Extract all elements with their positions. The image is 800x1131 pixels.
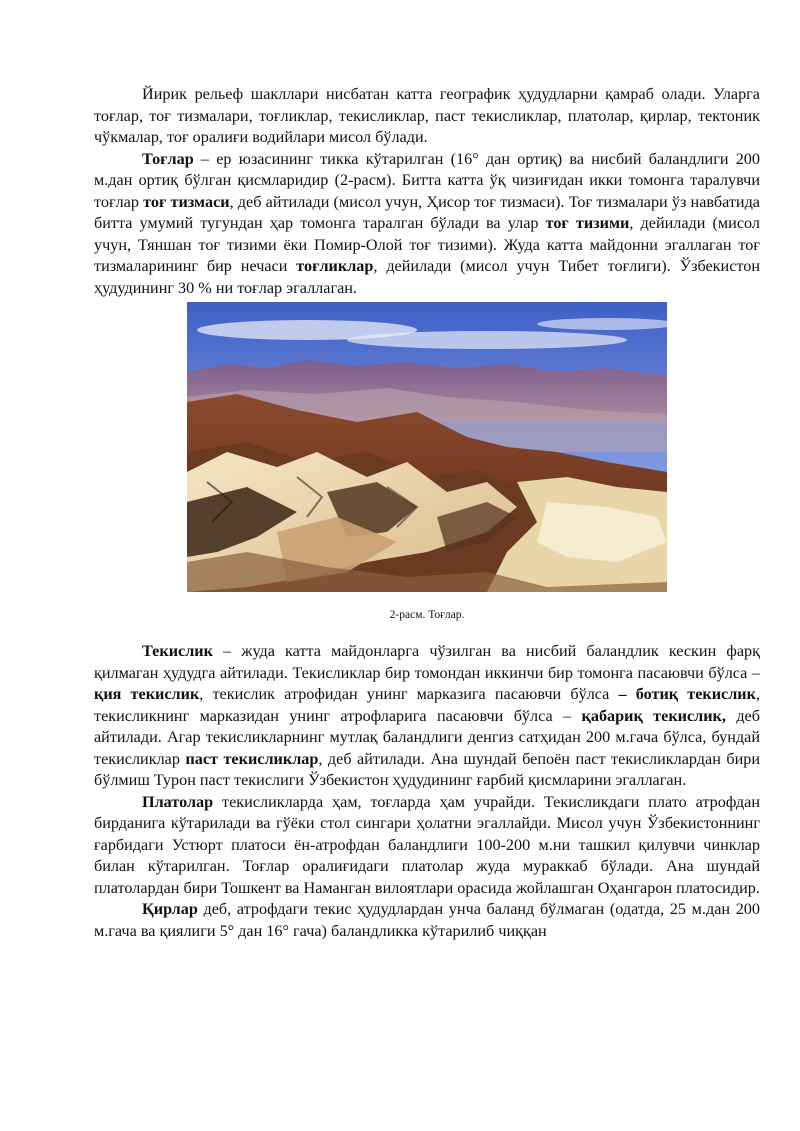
text-span: , деб айтилади. Ана шундай бепоён паст текисликлардан бири бўлмиш Турон паст текислиги Ўзбекистон ҳудудининг ғарбий қисмларини эгаллаган.: [94, 749, 761, 789]
text-span: , текислик атрофидан унинг марказига пасаювчи бўлса: [199, 685, 619, 703]
term-plateaus: Платолар: [142, 792, 214, 811]
text-span: , текисликнинг марказидан унинг атрофларига пасаювчи бўлса –: [94, 685, 761, 725]
document-page: [94, 84, 760, 942]
text-span: , деб айтилади (мисол учун, Ҳисор тоғ тизмаси). Тоғ тизмалари ўз навбатида битта умумий тугундан ҳар томонга таралган бўлади ва улар: [94, 192, 760, 232]
text-span: текисликларда ҳам, тоғларда ҳам учрайди. Текисликдаги плато атрофдан бирданига кўтарилади ва гўёки стол сингари ҳолатни эгаллайди. Мисол учун Ўзбекистоннинг ғарбидаги Устюрт платоси ён-атрофдан баландлиги 100-200 м.ни ташкил қилувчи чинклар билан кўтарилган. Тоғлар оралиғидаги платолар жуда мураккаб бўлади. Ана шундай платолардан бири Тошкент ва Наманган вилоятлари орасида жойлашган Оҳангарон платосидир.: [94, 792, 760, 897]
paragraph-mountains: [94, 149, 760, 300]
term-lowlands: паст текисликлар: [185, 749, 319, 768]
term-plain: Текислик: [142, 642, 213, 660]
figure: [94, 302, 760, 622]
text-span: деб айтилади. Агар текисликларнинг мутлақ баландлиги денгиз сатҳидан 200 м.гача бўлса, бундай текисликлар: [94, 706, 760, 768]
term-convex-plain: қабариқ текислик,: [581, 706, 726, 725]
text-span: , дейилади (мисол учун, Тяншан тоғ тизими ёки Помир-Олой тоғ тизими). Жуда катта майдонни эгаллаган тоғ тизмаларининг бир нечаси: [94, 214, 760, 275]
paragraph-intro: [94, 84, 760, 149]
figure-caption: 2-расм. Тоғлар.: [389, 609, 465, 621]
paragraph-hills: [94, 899, 760, 942]
text-span: – ер юзасининг тикка кўтарилган (16° дан ортиқ) ва нисбий баландлиги 200 м.дан ортиқ бўлган қисмларидир (2-расм). Битта катта ўқ чизиғидан икки томонга таралувчи тоғлар: [94, 149, 760, 211]
mountain-photo: [187, 302, 667, 592]
term-mountain-system: тоғ тизими: [545, 214, 630, 232]
term-hills: Қирлар: [142, 900, 198, 918]
term-mountains: Тоғлар: [142, 149, 194, 168]
term-inclined-plain: қия текислик: [94, 685, 200, 703]
paragraph-plateaus: [94, 792, 760, 900]
intro-text: Йирик рельеф шакллари нисбатан катта географик ҳудудларни қамраб олади. Уларга тоғлар, тоғ тизмалари, тоғликлар, текисликлар, паст текисликлар, платолар, қирлар, тектоник чўкмалар, тоғ оралиғи водийлари мисол бўлади.: [94, 85, 760, 146]
text-span: деб, атрофдаги текис ҳудудлардан унча баланд бўлмаган (одатда, 25 м.дан 200 м.гача ва қиялиги 5° дан 16° гача) баландликка кўтарилиб чиққан: [94, 900, 760, 940]
text-span: – жуда катта майдонларга чўзилган ва нисбий баландлик кескин фарқ қилмаган ҳудудга айтилади. Текисликлар бир томондан иккинчи бир томонга пасаювчи бўлса –: [94, 642, 760, 682]
term-concave-plain: – ботиқ текислик: [618, 685, 756, 703]
paragraph-plains: [94, 641, 760, 792]
text-span: , дейилади (мисол учун Тибет тоғлиги). Ўзбекистон ҳудудининг 30 % ни тоғлар эгаллаган.: [94, 257, 760, 297]
term-mountain-ridge: тоғ тизмаси: [143, 192, 230, 211]
term-highlands: тоғликлар: [296, 257, 374, 275]
